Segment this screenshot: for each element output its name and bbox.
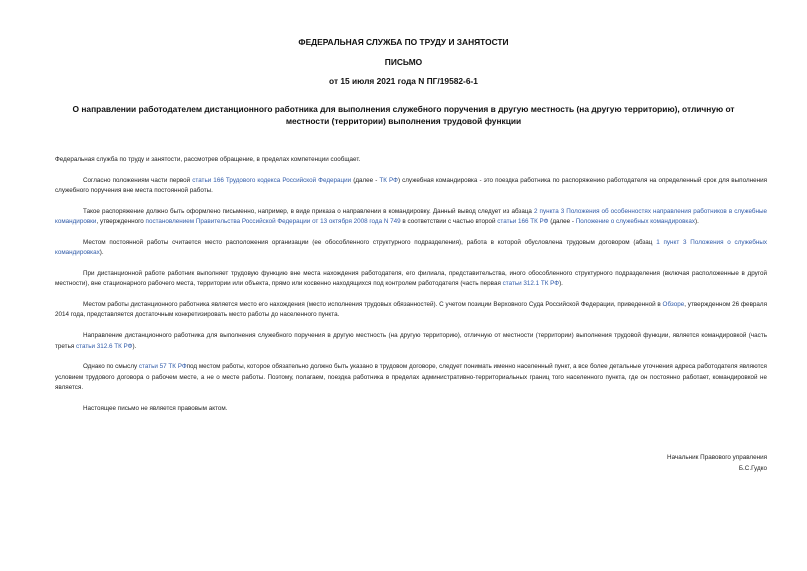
document-type: ПИСЬМО [384, 57, 423, 67]
paragraph-8: Однако по смыслу статьи 57 ТК РФпод местом работы, которое обязательно должно быть указано в трудовом договоре, следует понимать именно населенный пункт, а все более детальные уточнения адреса работодателя являются условием трудового договора о рабочем месте, а не о месте работы. Поэтому, полагаем, поездка работника в пределах административно-территориальных границ того населенного пункта, где он постоянно работает, командировкой не является. [55, 363, 767, 391]
link-labor-code[interactable]: ТК РФ [379, 176, 398, 184]
paragraph-5: При дистанционной работе работник выполняет трудовую функцию вне места нахождения работодателя, его филиала, представительства, иного обособленного структурного подразделения (включая расположенные в другой местности), вне стационарного рабочего места, территории или объекта, прямо или косвенно находящихся под контролем работодателя (часть первая статьи 312.1 ТК РФ). [55, 270, 767, 288]
link-regulation-point-3[interactable]: 1 пункт 3 Положения о служебных командировках [55, 238, 767, 257]
signer-position: Начальник Правового управления [667, 454, 767, 461]
paragraph-9: Настоящее письмо не является правовым актом. [83, 404, 228, 412]
paragraph-7: Направление дистанционного работника для выполнения служебного поручения в другую местность (на другую территорию), отличную от местности (территории) выполнения трудовой функции, является командировкой (часть третья статьи 312.6 ТК РФ). [55, 332, 767, 350]
paragraph-1: Федеральная служба по труду и занятости, рассмотрев обращение, в пределах компетенции сообщает. [55, 156, 361, 163]
document-date-number: от 15 июля 2021 года N ПГ/19582-6-1 [329, 76, 478, 86]
link-business-trip-regulation-short[interactable]: Положение о служебных командировках [575, 218, 695, 226]
link-article-312-6[interactable]: статьи 312.6 ТК РФ [76, 342, 133, 350]
agency-name: ФЕДЕРАЛЬНАЯ СЛУЖБА ПО ТРУДУ И ЗАНЯТОСТИ [298, 37, 509, 47]
signature-block [500, 453, 767, 474]
link-article-166[interactable]: статьи 166 ТК РФ [497, 218, 549, 226]
document-body [55, 155, 767, 414]
paragraph-3: Такое распоряжение должно быть оформлено письменно, например, в виде приказа о направлении в командировку. Данный вывод следует из абзаца 2 пункта 3 Положения об особенностях направления работников в служебные командировки, утвержденного постановлением Правительства Российской Федерации от 13 октября 2008 года N 749 в соответствии с частью второй статьи 166 ТК РФ (далее - Положение о служебных командировках). [55, 207, 768, 226]
signer-name: Б.С.Гудко [738, 464, 767, 472]
link-government-decree-749[interactable]: постановлением Правительства Российской Федерации от 13 октября 2008 года N 749 [145, 218, 401, 226]
paragraph-4: Местом постоянной работы считается место расположения организации (ее обособленного структурного подразделения), работа в которой обусловлена трудовым договором (абзац 1 пункт 3 Положения о служебных командировках). [55, 238, 767, 257]
link-article-312-1[interactable]: статьи 312.1 ТК РФ [502, 280, 560, 288]
link-supreme-court-review[interactable]: Обзоре [662, 301, 685, 309]
paragraph-2: Согласно положениям части первой статьи 166 Трудового кодекса Российской Федерации (далее - ТК РФ) служебная командировка - это поездка работника по распоряжению работодателя на определенный срок для выполнения служебного поручения вне места постоянной работы. [55, 176, 768, 195]
document-title: О направлении работодателем дистанционного работника для выполнения служебного поручения в другую местность (на другую территорию), отличную от местности (территории) выполнения трудовой функции [72, 104, 735, 126]
paragraph-6: Местом работы дистанционного работника является место его нахождения (место исполнения трудовых обязанностей). С учетом позиции Верховного Суда Российской Федерации, приведенной в Обзоре, утвержденном 26 февраля 2014 года, представляется достаточным конкретизировать место работы до населенного пункта. [55, 301, 767, 319]
link-business-trip-regulation[interactable]: 2 пункта 3 Положения об особенностях направления работников в служебные командировки [55, 207, 768, 226]
link-article-57[interactable]: статьи 57 ТК РФ [138, 363, 187, 371]
link-article-166-labor-code[interactable]: статьи 166 Трудового кодекса Российской Федерации [192, 176, 352, 184]
